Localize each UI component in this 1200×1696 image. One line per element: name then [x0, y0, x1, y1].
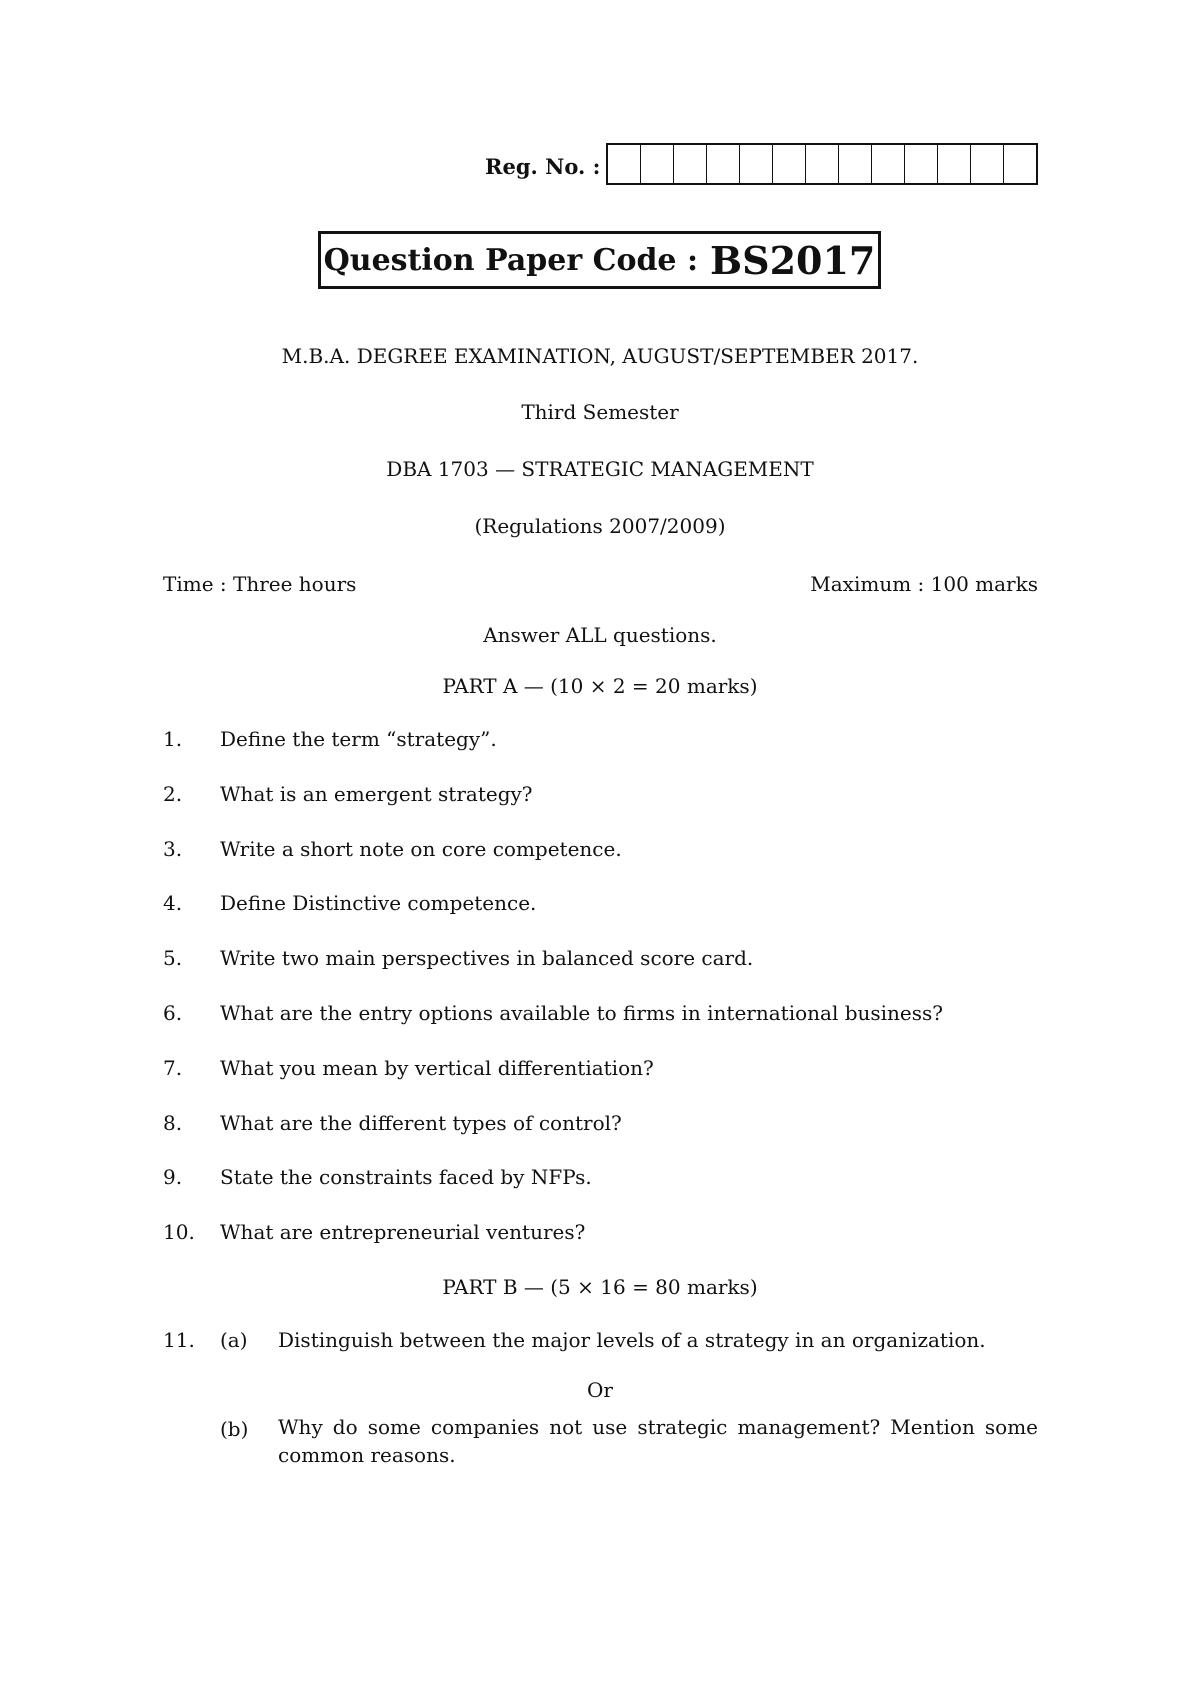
question-text: Write two main perspectives in balanced score card.	[220, 946, 754, 970]
reg-no-box	[1004, 145, 1036, 183]
instruction: Answer ALL questions.	[483, 623, 717, 647]
question-text: State the constraints faced by NFPs.	[220, 1165, 592, 1189]
reg-no-box	[905, 145, 938, 183]
question-part-label: (a)	[220, 1328, 248, 1352]
semester: Third Semester	[521, 400, 679, 424]
question-text: What are the different types of control?	[220, 1111, 622, 1135]
question-text: What you mean by vertical differentiation?	[220, 1056, 654, 1080]
question-text: What is an emergent strategy?	[220, 782, 533, 806]
question-number: 4.	[163, 891, 183, 915]
reg-no-box	[938, 145, 971, 183]
reg-no-label: Reg. No. :	[485, 154, 601, 179]
exam-title: M.B.A. DEGREE EXAMINATION, AUGUST/SEPTEMBER 2017.	[281, 344, 919, 368]
time-allowed: Time : Three hours	[163, 572, 357, 596]
reg-no-box	[674, 145, 707, 183]
reg-no-box	[806, 145, 839, 183]
question-number: 3.	[163, 837, 183, 861]
question-number: 1.	[163, 727, 183, 751]
question-part-label: (b)	[220, 1417, 249, 1441]
question-paper-code-value: BS2017	[710, 237, 876, 283]
question-text: What are the entry options available to firms in international business?	[220, 1001, 944, 1025]
question-text: Define the term “strategy”.	[220, 727, 497, 751]
part-a-heading: PART A — (10 × 2 = 20 marks)	[442, 674, 758, 698]
question-number: 9.	[163, 1165, 183, 1189]
question-text: Write a short note on core competence.	[220, 837, 622, 861]
question-number: 11.	[163, 1328, 195, 1352]
question-number: 8.	[163, 1111, 183, 1135]
question-number: 6.	[163, 1001, 183, 1025]
reg-no-box	[608, 145, 641, 183]
reg-no-box	[839, 145, 872, 183]
part-b-heading: PART B — (5 × 16 = 80 marks)	[442, 1275, 758, 1299]
reg-no-box	[641, 145, 674, 183]
reg-no-boxes	[606, 143, 1038, 185]
subject-title: DBA 1703 — STRATEGIC MANAGEMENT	[386, 457, 814, 481]
question-text: Define Distinctive competence.	[220, 891, 537, 915]
reg-no-box	[707, 145, 740, 183]
question-text: Why do some companies not use strategic management? Mention some common reasons.	[278, 1415, 1038, 1467]
question-number: 5.	[163, 946, 183, 970]
maximum-marks: Maximum : 100 marks	[810, 572, 1038, 596]
regulations: (Regulations 2007/2009)	[474, 514, 726, 538]
reg-no-box	[872, 145, 905, 183]
reg-no-box	[773, 145, 806, 183]
question-paper-code-label: Question Paper Code :	[323, 242, 699, 278]
or-separator: Or	[587, 1378, 613, 1402]
reg-no-box	[971, 145, 1004, 183]
question-text: What are entrepreneurial ventures?	[220, 1220, 586, 1244]
question-number: 10.	[163, 1220, 195, 1244]
question-number: 7.	[163, 1056, 183, 1080]
question-number: 2.	[163, 782, 183, 806]
reg-no-box	[740, 145, 773, 183]
question-paper-code-box	[318, 231, 881, 289]
question-text: Distinguish between the major levels of a strategy in an organization.	[278, 1328, 986, 1352]
